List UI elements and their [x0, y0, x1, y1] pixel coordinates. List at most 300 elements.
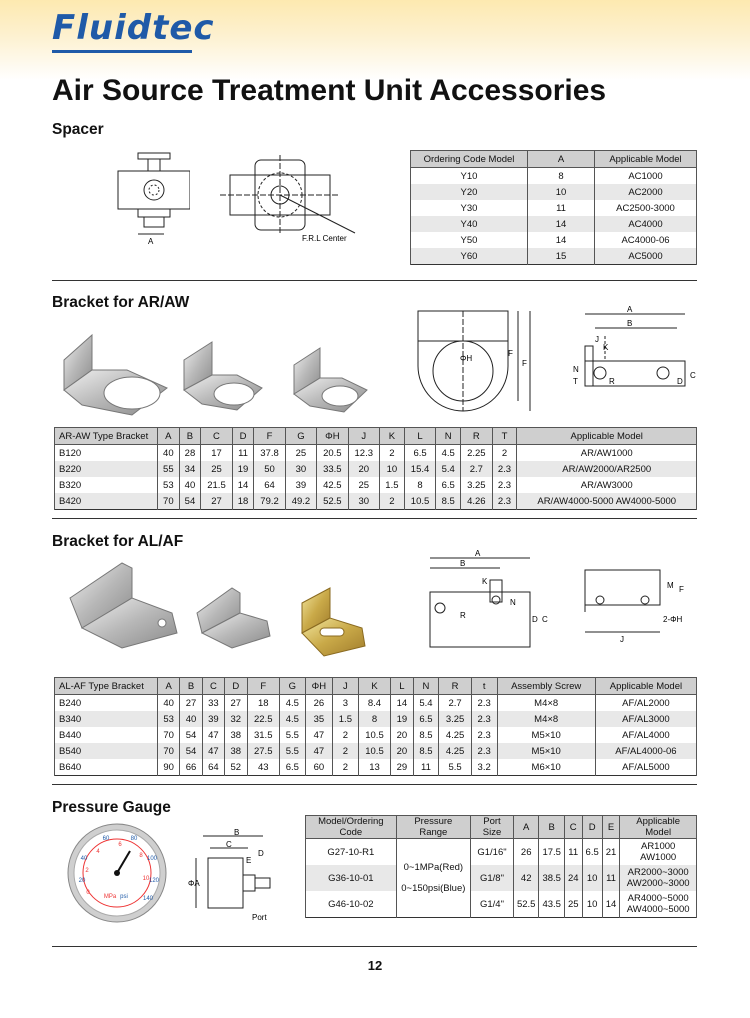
pressure-gauge-photo	[66, 822, 168, 924]
table-cell: AF/AL4000	[595, 727, 696, 743]
col-header: F	[247, 678, 279, 695]
dim-k: K	[603, 343, 609, 352]
table-cell: Y30	[411, 200, 528, 216]
dial-red-8: 8	[139, 853, 143, 859]
table-cell: 4.26	[461, 493, 492, 510]
table-cell: 47	[202, 727, 224, 743]
table-cell: 33.5	[317, 461, 348, 477]
col-header: Applicable Model	[517, 428, 697, 445]
brand-underline	[52, 50, 192, 53]
bracket-ar-side-drawing	[565, 306, 700, 411]
table-cell: 33	[202, 695, 224, 712]
table-cell: B240	[55, 695, 158, 712]
table-cell: 2.25	[461, 445, 492, 462]
dim-phi-h: ΦH	[460, 354, 473, 363]
table-cell: 43	[247, 759, 279, 776]
table-cell: 47	[305, 743, 332, 759]
table-cell: 2.7	[439, 695, 471, 712]
table-cell: 2.3	[492, 461, 517, 477]
table-cell: 19	[391, 711, 413, 727]
dim-d: D	[677, 377, 683, 386]
table-row	[55, 445, 697, 462]
dim-j: J	[620, 635, 624, 644]
table-cell: 11	[528, 200, 595, 216]
table-cell: 17	[201, 445, 232, 462]
table-cell: AF/AL5000	[595, 759, 696, 776]
table-cell: 54	[180, 743, 202, 759]
gauge-table	[305, 815, 697, 918]
table-cell: G27-10-R1	[306, 839, 397, 866]
table-cell: 14	[528, 232, 595, 248]
table-cell: 4.25	[439, 727, 471, 743]
table-row	[306, 891, 697, 918]
table-cell: G36-10-01	[306, 865, 397, 891]
table-cell: 25	[285, 445, 316, 462]
pressure-range-red: 0~1MPa(Red)	[403, 862, 464, 873]
table-cell: 3	[333, 695, 359, 712]
table-cell: 40	[158, 445, 180, 462]
table-cell: 18	[232, 493, 254, 510]
table-cell: 26	[513, 839, 539, 866]
table-cell: 39	[202, 711, 224, 727]
dim-m: M	[667, 581, 674, 590]
table-cell: 2	[492, 445, 517, 462]
table-cell: 4.5	[279, 711, 305, 727]
table-cell: 90	[158, 759, 180, 776]
col-header: AR-AW Type Bracket	[55, 428, 158, 445]
dim-f: F	[522, 359, 527, 368]
table-cell: 8	[528, 168, 595, 185]
table-cell: 14	[602, 891, 620, 918]
dial-unit-mpa: MPa	[103, 894, 117, 900]
table-cell: 14	[528, 216, 595, 232]
table-cell: 47	[202, 743, 224, 759]
table-cell: 64	[202, 759, 224, 776]
table-cell: AF/AL3000	[595, 711, 696, 727]
dim-j: J	[595, 335, 599, 344]
table-cell: B120	[55, 445, 158, 462]
table-cell: Y10	[411, 168, 528, 185]
table-cell: 30	[348, 493, 379, 510]
table-cell: 1.5	[333, 711, 359, 727]
applicable-model: AR1000	[640, 841, 676, 852]
table-cell: 31.5	[247, 727, 279, 743]
dim-a: A	[475, 550, 481, 558]
dial-blue-120: 120	[148, 878, 160, 884]
table-cell: 26	[305, 695, 332, 712]
col-header: Assembly Screw	[497, 678, 595, 695]
table-row	[306, 839, 697, 866]
col-header: D	[232, 428, 254, 445]
table-cell: 27	[180, 695, 202, 712]
table-cell: 34	[179, 461, 201, 477]
table-cell: 39	[285, 477, 316, 493]
frl-center-label: F.R.L Center	[302, 234, 347, 243]
table-cell: 21.5	[201, 477, 232, 493]
table-cell: 6.5	[436, 477, 461, 493]
col-header: Applicable Model	[595, 678, 696, 695]
table-row	[411, 168, 697, 185]
col-header: D	[582, 816, 602, 839]
table-row	[411, 184, 697, 200]
table-cell: 8.5	[413, 727, 439, 743]
table-cell: 20	[391, 727, 413, 743]
table-cell: 2	[333, 759, 359, 776]
col-header: A	[158, 428, 180, 445]
bracket-ar-front-drawing	[408, 306, 538, 416]
table-cell: 10.5	[358, 727, 390, 743]
col-header: ΦH	[305, 678, 332, 695]
dim-b: B	[627, 319, 633, 328]
gauge-section-title: Pressure Gauge	[52, 799, 171, 816]
table-cell: 10	[582, 891, 602, 918]
dial-red-10: 10	[142, 876, 150, 882]
bracket-al-section-title: Bracket for AL/AF	[52, 533, 184, 550]
col-header: K	[358, 678, 390, 695]
spacer-front-drawing	[110, 150, 190, 250]
table-cell: AR/AW4000-5000 AW4000-5000	[517, 493, 697, 510]
col-header: B	[179, 428, 201, 445]
table-cell: 38	[225, 743, 247, 759]
table-cell: 20	[391, 743, 413, 759]
table-cell: 3.25	[461, 477, 492, 493]
table-cell: AC1000	[595, 168, 697, 185]
table-cell: 38.5	[539, 865, 565, 891]
table-cell: B440	[55, 727, 158, 743]
table-cell: 27	[201, 493, 232, 510]
table-cell: 66	[180, 759, 202, 776]
table-cell: M5×10	[497, 743, 595, 759]
table-cell: 10.5	[358, 743, 390, 759]
dim-2-phi-h: 2-ΦH	[663, 615, 683, 624]
table-cell: 2.3	[471, 727, 497, 743]
table-cell: AR/AW1000	[517, 445, 697, 462]
table-cell: 5.5	[279, 727, 305, 743]
col-header: B	[180, 678, 202, 695]
col-header: R	[439, 678, 471, 695]
table-cell: 53	[158, 477, 180, 493]
spacer-dim-a: A	[148, 237, 154, 246]
table-cell: 52.5	[513, 891, 539, 918]
table-cell: 37.8	[254, 445, 285, 462]
table-cell: 4.5	[279, 695, 305, 712]
brand-logo: Fluidtec	[52, 8, 215, 48]
table-cell: 11	[232, 445, 254, 462]
dial-red-4: 4	[96, 849, 100, 855]
dim-c: C	[542, 615, 548, 624]
table-cell: 8	[358, 711, 390, 727]
dim-k: K	[482, 577, 488, 586]
dial-red-0: 0	[86, 890, 90, 896]
section-divider	[52, 518, 697, 519]
dim-a: A	[627, 306, 633, 314]
table-cell: 24	[564, 865, 582, 891]
table-cell: 64	[254, 477, 285, 493]
page-title: Air Source Treatment Unit Accessories	[52, 74, 607, 107]
dim-c: C	[690, 371, 696, 380]
table-cell: 15.4	[404, 461, 435, 477]
col-header: Applicable Model	[595, 151, 697, 168]
bracket-al-front-drawing	[420, 550, 550, 665]
dial-blue-100: 100	[146, 856, 158, 862]
pressure-range-cell	[396, 839, 470, 918]
table-cell: 22.5	[247, 711, 279, 727]
col-header: A	[528, 151, 595, 168]
col-header: Applicable Model	[620, 816, 697, 839]
table-cell: 55	[158, 461, 180, 477]
section-divider	[52, 784, 697, 785]
spacer-table	[410, 150, 697, 265]
col-header: A	[158, 678, 180, 695]
col-header: B	[539, 816, 565, 839]
bracket-al-table	[54, 677, 697, 776]
table-cell: 10	[379, 461, 404, 477]
dim-r: R	[609, 377, 615, 386]
table-cell: 10.5	[404, 493, 435, 510]
col-header: K	[379, 428, 404, 445]
col-header: J	[348, 428, 379, 445]
dial-unit-psi: psi	[120, 894, 128, 900]
table-cell: 60	[305, 759, 332, 776]
table-cell: 13	[358, 759, 390, 776]
table-cell: 10	[582, 865, 602, 891]
dim-c: C	[226, 840, 232, 849]
table-cell: 15	[528, 248, 595, 265]
col-header: A	[513, 816, 539, 839]
table-cell: AC5000	[595, 248, 697, 265]
table-cell: 70	[158, 493, 180, 510]
table-cell: 5.5	[439, 759, 471, 776]
table-cell: 42.5	[317, 477, 348, 493]
table-cell: 27.5	[247, 743, 279, 759]
table-cell: B320	[55, 477, 158, 493]
table-cell: 40	[180, 711, 202, 727]
table-cell: 25	[201, 461, 232, 477]
applicable-model: AW1000	[640, 852, 677, 863]
table-cell: 79.2	[254, 493, 285, 510]
col-header: C	[201, 428, 232, 445]
col-header: L	[404, 428, 435, 445]
page-number: 12	[367, 958, 383, 973]
table-cell: 6.5	[279, 759, 305, 776]
table-cell: 5.5	[279, 743, 305, 759]
table-row	[55, 759, 697, 776]
table-cell: 19	[232, 461, 254, 477]
table-cell: 20	[348, 461, 379, 477]
table-row	[55, 727, 697, 743]
dim-d: D	[258, 849, 264, 858]
dim-d: D	[532, 615, 538, 624]
col-header: Model/Ordering Code	[306, 816, 397, 839]
table-cell: 21	[602, 839, 620, 866]
table-cell: 2	[333, 743, 359, 759]
table-cell: 27	[225, 695, 247, 712]
dial-red-2: 2	[85, 868, 89, 874]
gauge-dimension-drawing	[188, 828, 288, 923]
table-cell: AC2500-3000	[595, 200, 697, 216]
applicable-model: AR4000~5000	[627, 893, 689, 904]
col-header: Port Size	[471, 816, 514, 839]
table-cell: 20.5	[317, 445, 348, 462]
table-cell: 8	[404, 477, 435, 493]
table-row	[411, 248, 697, 265]
table-cell: 2.3	[471, 743, 497, 759]
table-cell: 30	[285, 461, 316, 477]
applicable-model: AW2000~3000	[626, 878, 690, 889]
table-cell: 11	[413, 759, 439, 776]
pressure-range-blue: 0~150psi(Blue)	[401, 883, 466, 894]
dim-g: F	[508, 349, 513, 358]
col-header: E	[602, 816, 620, 839]
table-cell: 43.5	[539, 891, 565, 918]
table-row	[55, 461, 697, 477]
footer-divider	[52, 946, 697, 947]
dial-blue-40: 40	[80, 856, 88, 862]
table-row	[411, 232, 697, 248]
table-cell: 42	[513, 865, 539, 891]
table-row	[55, 743, 697, 759]
table-cell: 2.3	[492, 493, 517, 510]
dim-n: N	[573, 365, 579, 374]
dial-blue-20: 20	[78, 878, 86, 884]
bracket-ar-table	[54, 427, 697, 510]
applicable-model: AW4000~5000	[626, 904, 690, 915]
table-cell: Y60	[411, 248, 528, 265]
applicable-model-cell	[620, 891, 697, 918]
col-header: AL-AF Type Bracket	[55, 678, 158, 695]
table-cell: B340	[55, 711, 158, 727]
table-row	[55, 695, 697, 712]
dim-phi-a: ΦA	[188, 879, 200, 888]
table-cell: 54	[179, 493, 201, 510]
col-header: C	[202, 678, 224, 695]
table-cell: G46-10-02	[306, 891, 397, 918]
table-cell: AR/AW2000/AR2500	[517, 461, 697, 477]
table-cell: 54	[180, 727, 202, 743]
table-cell: M6×10	[497, 759, 595, 776]
col-header: G	[285, 428, 316, 445]
table-cell: 2	[379, 493, 404, 510]
table-cell: 14	[232, 477, 254, 493]
table-row	[55, 493, 697, 510]
table-cell: 52.5	[317, 493, 348, 510]
col-header: F	[254, 428, 285, 445]
bracket-ar-photos	[62, 330, 382, 420]
table-row	[55, 711, 697, 727]
table-row	[55, 477, 697, 493]
dim-r: R	[460, 611, 466, 620]
table-cell: 10	[528, 184, 595, 200]
table-cell: 50	[254, 461, 285, 477]
table-cell: M5×10	[497, 727, 595, 743]
bracket-al-photos	[62, 558, 382, 658]
table-cell: 47	[305, 727, 332, 743]
bracket-ar-section-title: Bracket for AR/AW	[52, 294, 190, 311]
table-cell: 2	[333, 727, 359, 743]
bracket-al-table-header	[55, 678, 697, 695]
table-cell: 5.4	[436, 461, 461, 477]
table-cell: 11	[564, 839, 582, 866]
table-cell: B420	[55, 493, 158, 510]
col-header: T	[492, 428, 517, 445]
table-cell: 35	[305, 711, 332, 727]
dim-b: B	[460, 559, 466, 568]
col-header: L	[391, 678, 413, 695]
dial-red-6: 6	[118, 842, 122, 848]
table-cell: 2.3	[492, 477, 517, 493]
dim-t: T	[573, 377, 578, 386]
table-cell: AC4000-06	[595, 232, 697, 248]
table-cell: 70	[158, 743, 180, 759]
table-cell: 8.4	[358, 695, 390, 712]
table-cell: Y40	[411, 216, 528, 232]
table-cell: Y50	[411, 232, 528, 248]
col-header: N	[413, 678, 439, 695]
spacer-section-title: Spacer	[52, 121, 104, 138]
applicable-model-cell	[620, 839, 697, 866]
dim-f: F	[679, 585, 684, 594]
dial-blue-80: 80	[130, 836, 138, 842]
table-cell: 6.5	[413, 711, 439, 727]
col-header: Ordering Code Model	[411, 151, 528, 168]
table-row	[306, 865, 697, 891]
table-cell: G1/8"	[471, 865, 514, 891]
table-cell: 38	[225, 727, 247, 743]
table-cell: B540	[55, 743, 158, 759]
table-cell: 14	[391, 695, 413, 712]
col-header: ΦH	[317, 428, 348, 445]
table-cell: 1.5	[379, 477, 404, 493]
table-cell: 12.3	[348, 445, 379, 462]
table-cell: 6.5	[404, 445, 435, 462]
table-cell: 8.5	[436, 493, 461, 510]
dim-b: B	[234, 828, 240, 837]
table-cell: G1/16"	[471, 839, 514, 866]
table-cell: AC4000	[595, 216, 697, 232]
table-cell: 40	[158, 695, 180, 712]
table-cell: 3.2	[471, 759, 497, 776]
col-header: N	[436, 428, 461, 445]
table-cell: 52	[225, 759, 247, 776]
col-header: R	[461, 428, 492, 445]
table-cell: 40	[179, 477, 201, 493]
table-cell: 32	[225, 711, 247, 727]
table-cell: 4.5	[436, 445, 461, 462]
spacer-table-header	[411, 151, 697, 168]
dim-port: Port	[252, 913, 267, 922]
table-cell: 5.4	[413, 695, 439, 712]
table-cell: 8.5	[413, 743, 439, 759]
table-cell: 17.5	[539, 839, 565, 866]
gauge-table-header	[306, 816, 697, 839]
table-cell: 4.25	[439, 743, 471, 759]
table-cell: B220	[55, 461, 158, 477]
col-header: t	[471, 678, 497, 695]
bracket-al-side-drawing	[575, 560, 695, 645]
dim-e: E	[246, 856, 252, 865]
table-cell: AF/AL4000-06	[595, 743, 696, 759]
table-cell: 29	[391, 759, 413, 776]
section-divider	[52, 280, 697, 281]
table-cell: M4×8	[497, 695, 595, 712]
table-cell: 49.2	[285, 493, 316, 510]
dial-blue-60: 60	[102, 836, 110, 842]
table-cell: B640	[55, 759, 158, 776]
bracket-ar-table-header	[55, 428, 697, 445]
table-cell: M4×8	[497, 711, 595, 727]
table-cell: 2.3	[471, 695, 497, 712]
table-cell: AR/AW3000	[517, 477, 697, 493]
